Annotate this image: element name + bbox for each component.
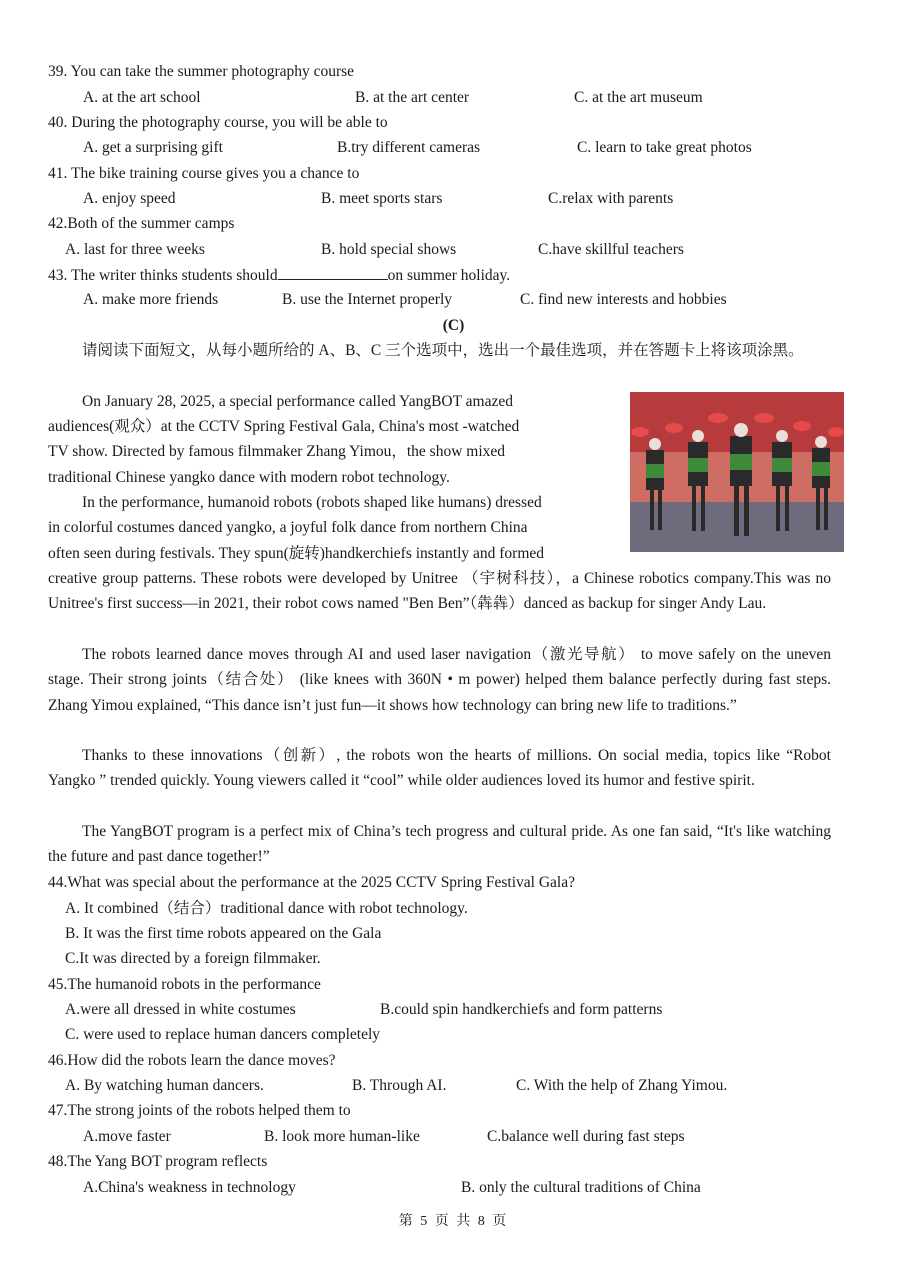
robot-yangko-photo bbox=[630, 392, 844, 552]
q45-option-b[interactable]: B.could spin handkerchiefs and form patterns bbox=[380, 1001, 663, 1018]
q39-option-c[interactable]: C. at the art museum bbox=[574, 89, 703, 106]
question-40-stem: 40. During the photography course, you will be able to bbox=[48, 114, 388, 131]
question-44-stem: 44.What was special about the performance at the 2025 CCTV Spring Festival Gala? bbox=[48, 874, 575, 891]
question-41-stem: 41. The bike training course gives you a chance to bbox=[48, 165, 360, 182]
page-footer: 第 5 页 共 8 页 bbox=[398, 1214, 509, 1229]
passage-p4: Thanks to these innovations（创新）, the robots won the hearts of millions. On social media, topics like “Robot Yangko ” trended quickly. Young viewers called it “cool” while older audiences loved its humor and festive spirit. bbox=[48, 747, 831, 790]
q47-option-b[interactable]: B. look more human-like bbox=[264, 1128, 420, 1145]
q46-option-b[interactable]: B. Through AI. bbox=[352, 1077, 447, 1094]
q43-option-c[interactable]: C. find new interests and hobbies bbox=[520, 291, 727, 308]
question-42-stem: 42.Both of the summer camps bbox=[48, 215, 235, 232]
passage-p1-line4: traditional Chinese yangko dance with modern robot technology. bbox=[48, 469, 450, 486]
q47-option-a[interactable]: A.move faster bbox=[83, 1128, 171, 1145]
section-instruction: 请阅读下面短文，从每小题所给的 A、B、C 三个选项中，选出一个最佳选项，并在答题卡上将该项涂黑。 bbox=[82, 342, 804, 359]
q42-option-a[interactable]: A. last for three weeks bbox=[65, 241, 205, 258]
q40-option-c[interactable]: C. learn to take great photos bbox=[577, 139, 752, 156]
q44-option-a[interactable]: A. It combined（结合）traditional dance with robot technology. bbox=[65, 900, 468, 917]
q45-option-c[interactable]: C. were used to replace human dancers completely bbox=[65, 1026, 381, 1043]
passage-p2-line2: in colorful costumes danced yangko, a joyful folk dance from northern China bbox=[48, 519, 528, 536]
q44-option-b[interactable]: B. It was the first time robots appeared on the Gala bbox=[65, 925, 382, 942]
question-48-stem: 48.The Yang BOT program reflects bbox=[48, 1153, 268, 1170]
q41-option-c[interactable]: C.relax with parents bbox=[548, 190, 674, 207]
robot-dancers-illustration bbox=[630, 392, 844, 552]
passage-p5: The YangBOT program is a perfect mix of China’s tech progress and cultural pride. As one fan said, “It's like watching the future and past dance together!” bbox=[48, 823, 831, 866]
passage-p1-line3: TV show. Directed by famous filmmaker Zhang Yimou，the show mixed bbox=[48, 443, 506, 460]
question-43-stem bbox=[48, 265, 510, 286]
q47-option-c[interactable]: C.balance well during fast steps bbox=[487, 1128, 685, 1145]
section-label: (C) bbox=[442, 317, 465, 334]
q39-option-a[interactable]: A. at the art school bbox=[83, 89, 201, 106]
question-39-stem: 39. You can take the summer photography course bbox=[48, 63, 355, 80]
passage-p1-line1: On January 28, 2025, a special performance called YangBOT amazed bbox=[82, 393, 513, 410]
q39-option-b[interactable]: B. at the art center bbox=[355, 89, 470, 106]
q43-option-b[interactable]: B. use the Internet properly bbox=[282, 291, 453, 308]
q42-option-b[interactable]: B. hold special shows bbox=[321, 241, 457, 258]
q44-option-c[interactable]: C.It was directed by a foreign filmmaker. bbox=[65, 950, 321, 967]
q48-option-a[interactable]: A.China's weakness in technology bbox=[83, 1179, 296, 1196]
q46-option-a[interactable]: A. By watching human dancers. bbox=[65, 1077, 264, 1094]
q48-option-b[interactable]: B. only the cultural traditions of China bbox=[461, 1179, 701, 1196]
q46-option-c[interactable]: C. With the help of Zhang Yimou. bbox=[516, 1077, 728, 1094]
question-46-stem: 46.How did the robots learn the dance moves? bbox=[48, 1052, 336, 1069]
passage-p2-line1: In the performance, humanoid robots (robots shaped like humans) dressed bbox=[82, 494, 542, 511]
q41-option-a[interactable]: A. enjoy speed bbox=[83, 190, 176, 207]
q42-option-c[interactable]: C.have skillful teachers bbox=[538, 241, 684, 258]
passage-p3: The robots learned dance moves through AI and used laser navigation（激光导航） to move safely on the uneven stage. Their strong joints（结合处） (like knees with 360N • m power) helped them balance perfectly during fast steps. Zhang Yimou explained, “This dance isn’t just fun—it shows how technology can bring new life to traditions.” bbox=[48, 646, 831, 714]
passage-p2-rest: creative group patterns. These robots were developed by Unitree （宇树科技），a Chinese robotics company.This was no Unitree's first success—in 2021, their robot cows named "Ben Ben”（犇犇）danced as backup for singer Andy Lau. bbox=[48, 570, 831, 613]
q41-option-b[interactable]: B. meet sports stars bbox=[321, 190, 443, 207]
question-45-stem: 45.The humanoid robots in the performance bbox=[48, 976, 321, 993]
passage-p1-line2: audiences(观众）at the CCTV Spring Festival Gala, China's most -watched bbox=[48, 418, 520, 435]
q40-option-b[interactable]: B.try different cameras bbox=[337, 139, 481, 156]
q43-stem-before: 43. The writer thinks students should bbox=[48, 267, 278, 284]
q43-option-a[interactable]: A. make more friends bbox=[83, 291, 219, 308]
q43-stem-after: on summer holiday. bbox=[387, 267, 511, 284]
q45-option-a[interactable]: A.were all dressed in white costumes bbox=[65, 1001, 296, 1018]
answer-blank bbox=[278, 265, 388, 280]
q40-option-a[interactable]: A. get a surprising gift bbox=[83, 139, 223, 156]
passage-p2-line3: often seen during festivals. They spun(旋转)handkerchiefs instantly and formed bbox=[48, 545, 545, 562]
question-47-stem: 47.The strong joints of the robots helped them to bbox=[48, 1102, 351, 1119]
